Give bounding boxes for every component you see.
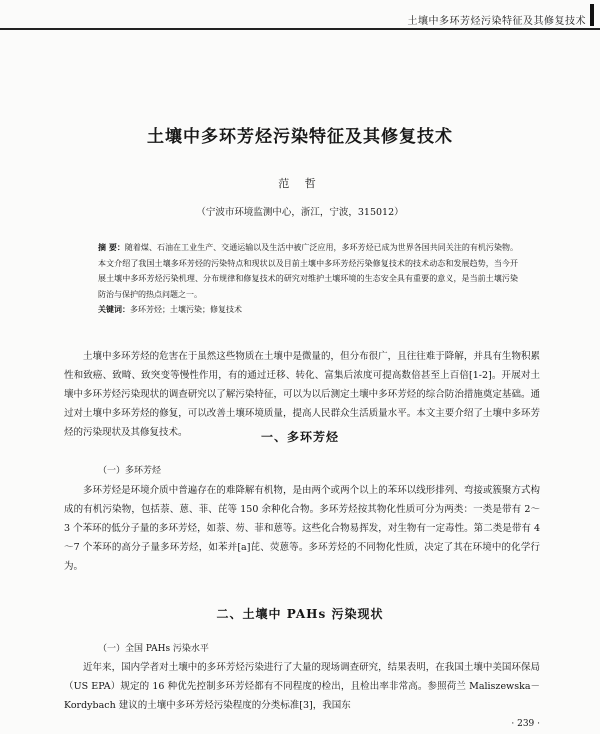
section2-subheading: （一）全国 PAHs 污染水平 xyxy=(98,644,209,654)
author: 范 哲 xyxy=(278,177,322,190)
section1-heading: 一、多环芳烃 xyxy=(260,430,339,444)
page-number: · 239 · xyxy=(511,719,540,729)
section1-block xyxy=(64,481,540,576)
section1-subheading: （一）多环芳烃 xyxy=(98,466,162,476)
running-head-text: 土壤中多环芳烃污染特征及其修复技术 xyxy=(407,16,586,27)
section1-paragraph: 多环芳烃是环境介质中普遍存在的难降解有机物，是由两个或两个以上的苯环以线形排列、弯接或簇聚方式构成的有机污染物，包括萘、蒽、菲、芘等 150 余种化合物。多环芳烃按其物化性质可分为两类：一类是带有 2～3 个苯环的低分子量的多环芳烃，如萘、芴、菲和蒽等。这些化合物易挥发，对生物有一定毒性。第二类是带有 4～7 个苯环的高分子量多环芳烃，如苯并[a]芘、荧蒽等。多环芳烃的不同物化性质，决定了其在环境中的化学行为。 xyxy=(64,485,540,572)
keywords-label: 关键词： xyxy=(98,304,130,314)
abstract-text: 随着煤、石油在工业生产、交通运输以及生活中被广泛应用，多环芳烃已成为世界各国共同关注的有机污染物。本文介绍了我国土壤多环芳烃的污染特点和现状以及目前土壤中多环芳烃污染修复技术的技术动态和发展趋势，当今开展土壤中多环芳烃污染机理、分布规律和修复技术的研究对维护土壤环境的生态安全具有重要的意义，是当前土壤污染防治与保护的热点问题之一。 xyxy=(98,243,518,299)
affiliation: （宁波市环境监测中心，浙江，宁波，315012） xyxy=(196,207,404,218)
keywords xyxy=(98,302,518,318)
abstract-label: 摘 要： xyxy=(98,242,125,252)
section2-heading: 二、土壤中 PAHs 污染现状 xyxy=(216,607,384,621)
section2-paragraph: 近年来，国内学者对土壤中的多环芳烃污染进行了大量的现场调查研究，结果表明，在我国土壤中美国环保局（US EPA）规定的 16 种优先控制多环芳烃都有不同程度的检出，且检出率非常高。参照荷兰 Maliszewska－Kordybach 建议的土壤中多环芳烃污染程度的分类标准[3]，我国东 xyxy=(64,662,540,711)
abstract-block xyxy=(98,240,518,318)
paper-title: 土壤中多环芳烃污染特征及其修复技术 xyxy=(147,127,453,147)
intro-paragraph: 土壤中多环芳烃的危害在于虽然这些物质在土壤中是微量的，但分布很广，且往往难于降解，并具有生物积累性和致癌、致畸、致突变等慢性作用，有的通过迁移、转化、富集后浓度可提高数倍甚至上百倍[1-2]。开展对土壤中多环芳烃污染现状的调查研究以了解污染特征，可以为以后测定土壤中多环芳烃的综合防治措施奠定基础。通过对土壤中多环芳烃的修复，可以改善土壤环境质量，提高人民群众生活质量水平。本文主要介绍了土壤中多环芳烃的污染现状及其修复技术。 xyxy=(64,351,540,438)
abstract xyxy=(98,240,518,302)
running-header xyxy=(0,0,600,34)
keywords-text: 多环芳烃；土壤污染；修复技术 xyxy=(130,305,242,314)
section2-block xyxy=(64,658,540,715)
header-marker xyxy=(590,4,594,26)
header-rule xyxy=(0,28,600,30)
